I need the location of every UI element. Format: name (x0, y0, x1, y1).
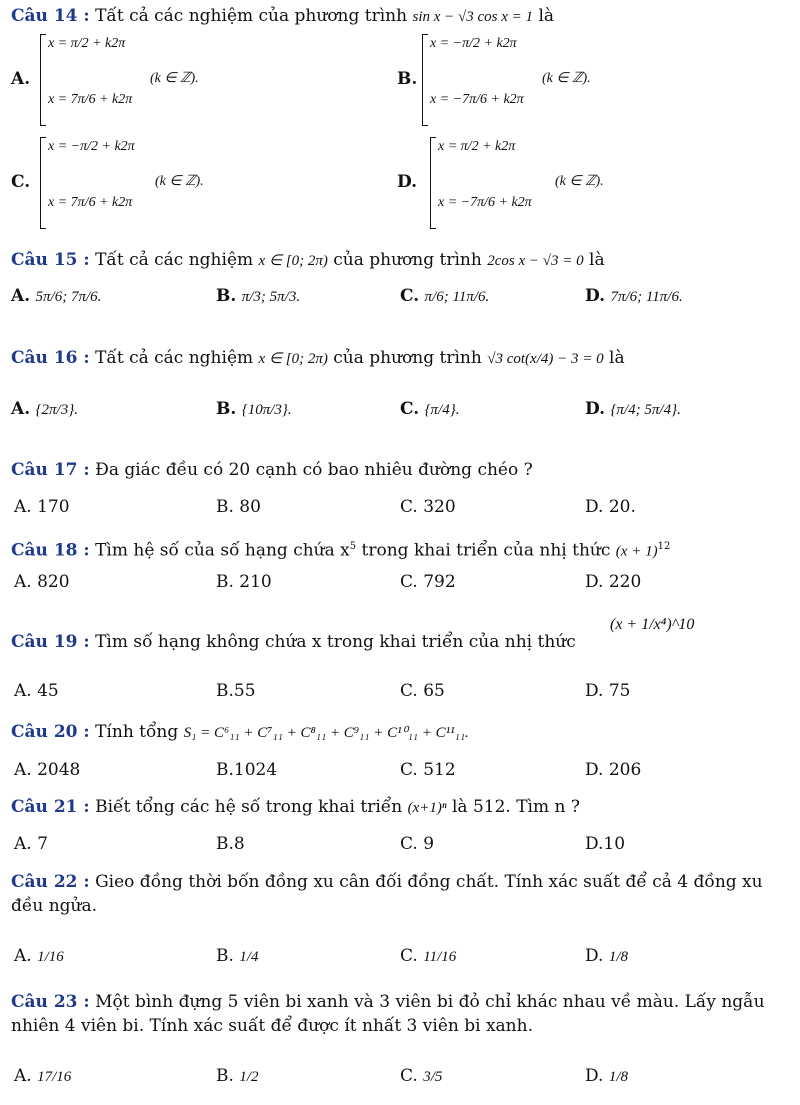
equation: √3 cot(x/4) − 3 = 0 (487, 351, 604, 367)
option-c[interactable]: C. 512 (400, 760, 456, 780)
system-row-2: x = −7π/6 + k2π (438, 195, 532, 210)
option-a[interactable]: A. 17/16 (14, 1066, 72, 1086)
question-tail: là (609, 348, 625, 368)
question-text: Biết tổng các hệ số trong khai triển (95, 797, 403, 817)
question-text-2: là 512. Tìm n ? (451, 797, 580, 817)
option-c[interactable]: C. 9 (400, 834, 435, 854)
question-17 (11, 458, 794, 482)
binomial-expression: (x+1)ⁿ (407, 800, 447, 816)
option-b[interactable]: B. 1/4 (216, 946, 259, 966)
question-text-2: của phương trình (333, 250, 482, 270)
option-b[interactable]: B. {10π/3}. (216, 399, 292, 419)
question-22 (11, 870, 794, 918)
question-text: Tất cả các nghiệm của phương trình (95, 6, 408, 26)
question-label: Câu 19 : (11, 632, 90, 652)
equation: 2cos x − √3 = 0 (487, 253, 584, 269)
option-d[interactable]: D. 7π/6; 11π/6. (585, 286, 683, 306)
option-a[interactable]: A. 170 (14, 497, 70, 517)
option-d[interactable]: D. 75 (585, 681, 631, 701)
question-text: Tất cả các nghiệm (95, 348, 254, 368)
option-b-label[interactable]: B. (397, 69, 418, 89)
question-text: Tìm hệ số của số hạng chứa x (95, 540, 350, 561)
option-b[interactable]: B. 1/2 (216, 1066, 259, 1086)
system-row-1: x = −π/2 + k2π (48, 139, 135, 154)
option-c[interactable]: C. 65 (400, 681, 445, 701)
question-label: Câu 18 : (11, 540, 90, 561)
option-c[interactable]: C. {π/4}. (400, 399, 460, 419)
question-text: Tất cả các nghiệm (95, 250, 254, 270)
option-a-system[interactable] (40, 34, 230, 126)
system-row-2: x = −7π/6 + k2π (430, 92, 524, 107)
system-condition: (k ∈ ℤ). (555, 174, 604, 189)
question-14 (11, 4, 794, 29)
question-text: Gieo đồng thời bốn đồng xu cân đối đồng chất. Tính xác suất để cả 4 đồng xu đều ngửa. (11, 872, 763, 916)
question-text-2: trong khai triển của nhị thức (361, 540, 611, 561)
system-row-2: x = 7π/6 + k2π (48, 195, 133, 210)
question-label: Câu 15 : (11, 250, 90, 270)
equation: sin x − √3 cos x = 1 (412, 9, 534, 25)
question-text: Đa giác đều có 20 cạnh có bao nhiêu đường chéo ? (95, 460, 533, 480)
question-label: Câu 17 : (11, 460, 90, 480)
option-a-label[interactable]: A. (11, 69, 31, 89)
question-23 (11, 990, 794, 1038)
option-d[interactable]: D. 1/8 (585, 1066, 629, 1086)
question-tail: là (589, 250, 605, 270)
question-text: Tính tổng (95, 722, 179, 742)
option-b[interactable]: B.1024 (216, 760, 278, 780)
option-a[interactable]: A. 7 (14, 834, 48, 854)
option-d-system[interactable] (430, 137, 630, 229)
option-b[interactable]: B.8 (216, 834, 245, 854)
option-a[interactable]: A. 2048 (14, 760, 81, 780)
system-condition: (k ∈ ℤ). (155, 174, 204, 189)
option-d[interactable]: D. 20. (585, 497, 636, 517)
option-d[interactable]: D. 206 (585, 760, 642, 780)
option-b-system[interactable] (422, 34, 622, 126)
question-label: Câu 23 : (11, 992, 90, 1012)
question-label: Câu 16 : (11, 348, 90, 368)
option-c[interactable]: C. 3/5 (400, 1066, 443, 1086)
option-a[interactable]: A. 5π/6; 7π/6. (11, 286, 102, 306)
option-b[interactable]: B. 210 (216, 572, 272, 592)
question-label: Câu 20 : (11, 722, 90, 742)
domain-condition: x ∈ [0; 2π) (258, 351, 328, 367)
question-15 (11, 248, 794, 273)
question-text: Một bình đựng 5 viên bi xanh và 3 viên bi đỏ chỉ khác nhau về màu. Lấy ngẫu nhiên 4 viên bi. Tính xác suất để được ít nhất 3 viên bi xanh. (11, 992, 765, 1036)
binomial-exponent: 12 (657, 541, 671, 552)
option-b[interactable]: B. π/3; 5π/3. (216, 286, 301, 306)
option-b[interactable]: B.55 (216, 681, 256, 701)
option-a[interactable]: A. 1/16 (14, 946, 64, 966)
option-a[interactable]: A. 820 (14, 572, 70, 592)
question-label: Câu 22 : (11, 872, 90, 892)
option-c[interactable]: C. 320 (400, 497, 456, 517)
option-d[interactable]: D.10 (585, 834, 626, 854)
binomial-expression: (x + 1) (615, 543, 658, 560)
system-row-1: x = π/2 + k2π (438, 139, 516, 154)
option-b[interactable]: B. 80 (216, 497, 261, 517)
option-a[interactable]: A. 45 (14, 681, 59, 701)
option-c[interactable]: C. π/6; 11π/6. (400, 286, 490, 306)
option-d[interactable]: D. 1/8 (585, 946, 629, 966)
option-d[interactable]: D. {π/4; 5π/4}. (585, 399, 681, 419)
option-c-label[interactable]: C. (11, 172, 31, 192)
question-16 (11, 346, 794, 371)
question-text: Tìm số hạng không chứa x trong khai triển của nhị thức (95, 632, 576, 652)
option-c-system[interactable] (40, 137, 230, 229)
sum-expression: S₁ = C⁶₁₁ + C⁷₁₁ + C⁸₁₁ + C⁹₁₁ + C¹⁰₁₁ + C¹¹₁₁. (183, 725, 469, 741)
question-text-2: của phương trình (333, 348, 482, 368)
option-d[interactable]: D. 220 (585, 572, 642, 592)
question-label: Câu 14 : (11, 6, 90, 26)
question-20 (11, 720, 794, 745)
option-c[interactable]: C. 11/16 (400, 946, 457, 966)
option-c[interactable]: C. 792 (400, 572, 456, 592)
question-18 (11, 535, 794, 564)
system-row-1: x = −π/2 + k2π (430, 36, 517, 51)
exponent: 5 (349, 541, 357, 552)
binomial-expression: (x + 1/x⁴)^10 (610, 616, 695, 633)
system-condition: (k ∈ ℤ). (150, 71, 199, 86)
question-21 (11, 795, 794, 820)
question-label: Câu 21 : (11, 797, 90, 817)
option-d-label[interactable]: D. (397, 172, 418, 192)
question-tail: là (538, 6, 555, 26)
system-condition: (k ∈ ℤ). (542, 71, 591, 86)
option-a[interactable]: A. {2π/3}. (11, 399, 78, 419)
domain-condition: x ∈ [0; 2π) (258, 253, 328, 269)
system-row-2: x = 7π/6 + k2π (48, 92, 133, 107)
system-row-1: x = π/2 + k2π (48, 36, 126, 51)
